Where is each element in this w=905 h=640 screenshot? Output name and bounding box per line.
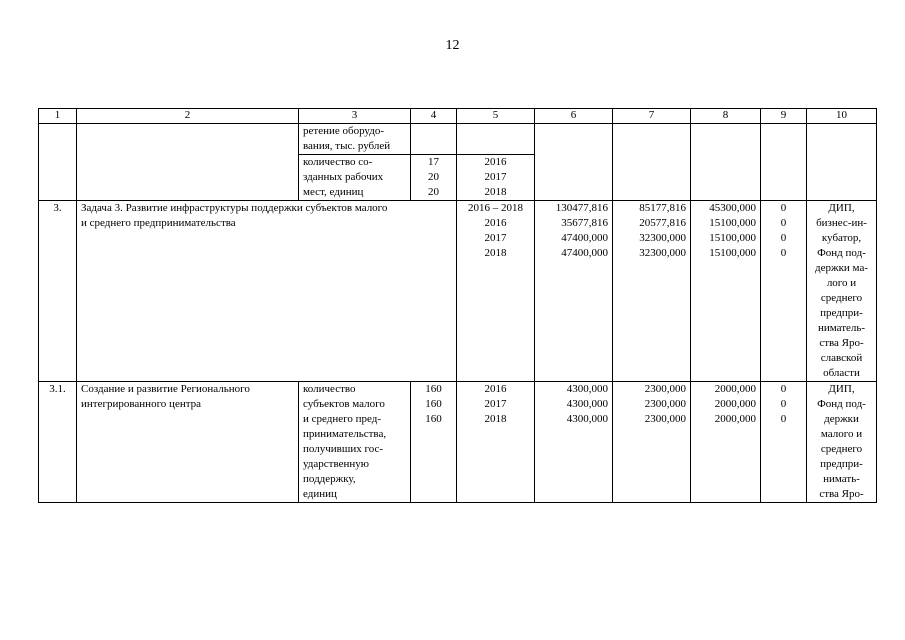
funding-cell: 45300,000 15100,000 15100,000 15100,000 xyxy=(691,201,761,382)
executor-cell: ДИП, бизнес-ин- кубатор, Фонд под- держки ма- лого и среднего предпри- ниматель- ства Яро- славской области xyxy=(807,201,877,382)
header-cell: 8 xyxy=(691,109,761,124)
funding-cell: 2300,000 2300,000 2300,000 xyxy=(613,382,691,503)
funding-cell: 2000,000 2000,000 2000,000 xyxy=(691,382,761,503)
header-cell: 10 xyxy=(807,109,877,124)
table-row-task3 xyxy=(39,201,877,382)
year-cell: 2016 2017 2018 xyxy=(457,155,535,201)
header-cell: 7 xyxy=(613,109,691,124)
header-cell: 2 xyxy=(77,109,299,124)
indicator-cell: количество со- зданных рабочих мест, единиц xyxy=(299,155,411,201)
funding-cell: 0 0 0 xyxy=(761,382,807,503)
indicator-cell: количество субъектов малого и среднего пред- принимательства, получивших гос- ударственную поддержку, единиц xyxy=(299,382,411,503)
table-cell xyxy=(39,124,77,201)
funding-cell: 0 0 0 0 xyxy=(761,201,807,382)
program-table xyxy=(38,108,877,503)
table-cell xyxy=(457,124,535,155)
header-cell: 6 xyxy=(535,109,613,124)
year-cell: 2016 2017 2018 xyxy=(457,382,535,503)
header-cell: 5 xyxy=(457,109,535,124)
target-value-cell: 17 20 20 xyxy=(411,155,457,201)
target-value-cell: 160 160 160 xyxy=(411,382,457,503)
header-cell: 4 xyxy=(411,109,457,124)
executor-cell: ДИП, Фонд под- держки малого и среднего предпри- нимать- ства Яро- xyxy=(807,382,877,503)
task-title: Задача 3. Развитие инфраструктуры поддержки субъектов малого и среднего предпринимательства xyxy=(77,201,457,382)
header-cell: 9 xyxy=(761,109,807,124)
table-cell xyxy=(691,124,761,201)
row-number: 3. xyxy=(39,201,77,382)
table-cell xyxy=(761,124,807,201)
header-row xyxy=(39,109,877,124)
table-cell xyxy=(613,124,691,201)
year-cell: 2016 – 2018 2016 2017 2018 xyxy=(457,201,535,382)
table-row-3-1 xyxy=(39,382,877,503)
table-cell xyxy=(77,124,299,201)
table-row xyxy=(39,124,877,155)
header-cell: 1 xyxy=(39,109,77,124)
funding-cell: 85177,816 20577,816 32300,000 32300,000 xyxy=(613,201,691,382)
page-number: 12 xyxy=(445,38,460,53)
indicator-cell: ретение оборудо- вания, тыс. рублей xyxy=(299,124,411,155)
table-cell xyxy=(807,124,877,201)
row-number: 3.1. xyxy=(39,382,77,503)
total-funding-cell: 130477,816 35677,816 47400,000 47400,000 xyxy=(535,201,613,382)
table-cell xyxy=(535,124,613,201)
table-cell xyxy=(411,124,457,155)
total-funding-cell: 4300,000 4300,000 4300,000 xyxy=(535,382,613,503)
header-cell: 3 xyxy=(299,109,411,124)
measure-name: Создание и развитие Регионального интегрированного центра xyxy=(77,382,299,503)
